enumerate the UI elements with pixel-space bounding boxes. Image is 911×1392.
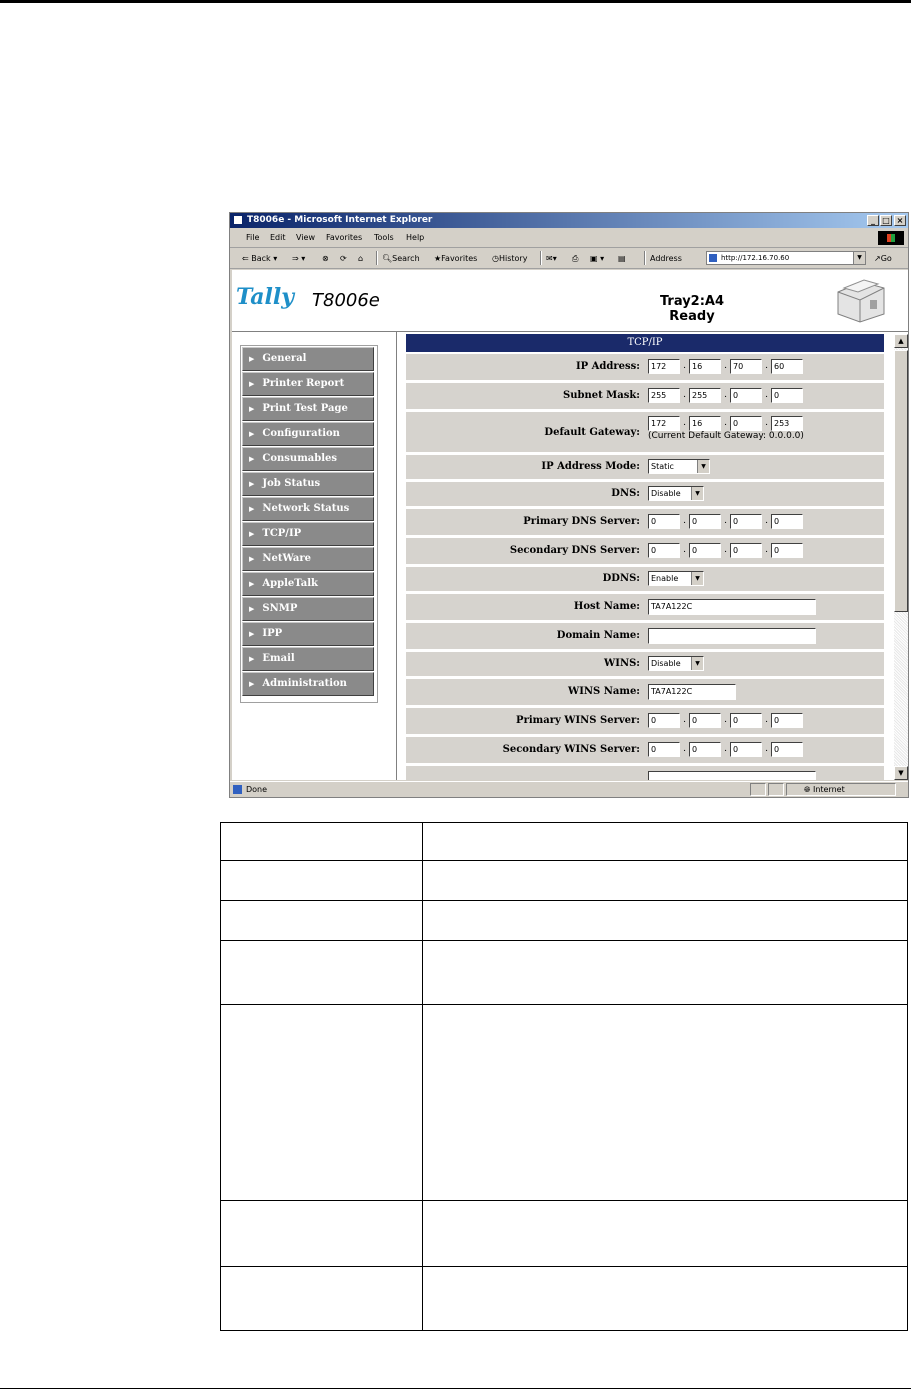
favorites-button[interactable]: ★Favorites — [434, 254, 478, 263]
ip-address-octet-4[interactable]: 60 — [771, 359, 803, 374]
arrow-right-icon: ▶ — [249, 554, 255, 563]
domain-name-input[interactable] — [648, 628, 816, 644]
tray-status: Tray2:A4 — [659, 294, 725, 309]
secondary-dns-octet-3[interactable]: 0 — [730, 543, 762, 558]
table-row — [221, 901, 908, 941]
navigation-menu — [240, 345, 378, 703]
toolbar-separator — [540, 251, 542, 265]
table-row — [221, 1005, 908, 1201]
secondary-dns-label: Secondary DNS Server: — [509, 545, 640, 556]
ip-mode-label: IP Address Mode: — [541, 461, 640, 472]
refresh-icon[interactable]: ⟳ — [340, 254, 347, 263]
primary-wins-row: Primary WINS Server: 0 . 0 . 0 . 0 — [406, 708, 884, 735]
scroll-down-icon[interactable]: ▼ — [894, 766, 908, 780]
subnet-mask-octet-1[interactable]: 255 — [648, 388, 680, 403]
chevron-down-icon: ▼ — [691, 657, 703, 670]
nav-netware[interactable]: ▶ NetWare — [242, 547, 374, 571]
dns-row — [406, 482, 884, 507]
arrow-right-icon: ▶ — [249, 429, 255, 438]
subnet-mask-octet-2[interactable]: 255 — [689, 388, 721, 403]
gateway-octet-1[interactable]: 172 — [648, 416, 680, 431]
secondary-dns-octet-4[interactable]: 0 — [771, 543, 803, 558]
tcpip-form — [406, 334, 884, 780]
page-icon — [233, 785, 242, 794]
close-button[interactable]: × — [894, 215, 906, 226]
menu-favorites[interactable]: Favorites — [326, 233, 363, 242]
table-cell — [423, 861, 908, 901]
form-title: TCP/IP — [406, 334, 884, 352]
home-icon[interactable]: ⌂ — [358, 254, 364, 263]
wins-name-row — [406, 679, 884, 706]
windows-logo-icon — [878, 231, 904, 245]
table-cell — [423, 1005, 908, 1201]
status-panel — [750, 783, 766, 796]
page-content — [232, 270, 908, 780]
nav-appletalk[interactable]: ▶ AppleTalk — [242, 572, 374, 596]
nav-tcpip[interactable]: ▶ TCP/IP — [242, 522, 374, 546]
menu-help[interactable]: Help — [406, 233, 425, 242]
menu-view[interactable]: View — [296, 233, 315, 242]
domain-name-label: Domain Name: — [556, 630, 640, 641]
table-cell — [423, 1201, 908, 1267]
scroll-up-icon[interactable]: ▲ — [894, 334, 908, 348]
table-cell — [423, 901, 908, 941]
ddns-select[interactable]: Enable ▼ — [648, 571, 704, 586]
host-name-row — [406, 594, 884, 621]
arrow-right-icon: ▶ — [249, 404, 255, 413]
secondary-dns-row: Secondary DNS Server: 0 . 0 . 0 . 0 — [406, 538, 884, 565]
browser-window — [229, 212, 909, 798]
table-cell — [221, 823, 423, 861]
search-button[interactable]: 🔍︎Search — [382, 254, 420, 263]
partial-input[interactable] — [648, 771, 816, 780]
primary-dns-row: Primary DNS Server: 0 . 0 . 0 . 0 — [406, 509, 884, 536]
arrow-right-icon: ▶ — [249, 529, 255, 538]
menu-edit[interactable]: Edit — [270, 233, 286, 242]
top-rule — [0, 0, 911, 3]
default-gateway-label: Default Gateway: — [544, 427, 640, 438]
nav-administration[interactable]: ▶ Administration — [242, 672, 374, 696]
arrow-right-icon: ▶ — [249, 454, 255, 463]
nav-configuration[interactable]: ▶ Configuration — [242, 422, 374, 446]
toolbar-separator — [644, 251, 646, 265]
nav-network-status[interactable]: ▶ Network Status — [242, 497, 374, 521]
domain-name-row — [406, 623, 884, 650]
nav-consumables[interactable]: ▶ Consumables — [242, 447, 374, 471]
nav-ipp[interactable]: ▶ IPP — [242, 622, 374, 646]
back-button[interactable]: ⇐ Back ▾ — [242, 254, 278, 263]
arrow-right-icon: ▶ — [249, 654, 255, 663]
secondary-wins-octet-2[interactable]: 0 — [689, 742, 721, 757]
printer-model: T8006e — [312, 290, 380, 311]
arrow-right-icon: ▶ — [249, 479, 255, 488]
vertical-scrollbar[interactable] — [894, 334, 908, 780]
internet-zone: 🌐︎ Internet — [804, 785, 845, 794]
host-name-label: Host Name: — [573, 601, 640, 612]
primary-wins-octet-1[interactable]: 0 — [648, 713, 680, 728]
chevron-down-icon: ▼ — [691, 487, 703, 500]
dns-label: DNS: — [611, 488, 640, 499]
gateway-octet-4[interactable]: 253 — [771, 416, 803, 431]
secondary-wins-octet-3[interactable]: 0 — [730, 742, 762, 757]
primary-dns-octet-2[interactable]: 0 — [689, 514, 721, 529]
ddns-row — [406, 567, 884, 592]
wins-select[interactable]: Disable ▼ — [648, 656, 704, 671]
table-row — [221, 941, 908, 1005]
ip-address-octet-2[interactable]: 16 — [689, 359, 721, 374]
secondary-wins-row: Secondary WINS Server: 0 . 0 . 0 . 0 — [406, 737, 884, 764]
status-panel — [768, 783, 784, 796]
primary-dns-octet-3[interactable]: 0 — [730, 514, 762, 529]
printer-image — [832, 276, 888, 324]
ip-address-row: IP Address: 172 . 16 . 70 . 60 — [406, 354, 884, 381]
toolbar — [230, 248, 908, 269]
menu-tools[interactable]: Tools — [374, 233, 394, 242]
table-cell — [221, 861, 423, 901]
primary-dns-octet-4[interactable]: 0 — [771, 514, 803, 529]
arrow-right-icon: ▶ — [249, 579, 255, 588]
arrow-right-icon: ▶ — [249, 504, 255, 513]
nav-print-test-page[interactable]: ▶ Print Test Page — [242, 397, 374, 421]
zone-text: Internet — [812, 785, 845, 794]
secondary-dns-octet-2[interactable]: 0 — [689, 543, 721, 558]
description-table — [220, 822, 908, 1331]
window-title: T8006e - Microsoft Internet Explorer — [247, 215, 433, 225]
address-bar[interactable] — [706, 251, 866, 265]
wins-name-input[interactable]: TA7A122C — [648, 684, 736, 700]
ip-mode-row — [406, 455, 884, 480]
subnet-mask-octet-4[interactable]: 0 — [771, 388, 803, 403]
table-row — [221, 861, 908, 901]
table-cell — [221, 941, 423, 1005]
table-cell — [221, 1005, 423, 1201]
toolbar-separator — [376, 251, 378, 265]
nav-printer-report[interactable]: ▶ Printer Report — [242, 372, 374, 396]
ip-address-label: IP Address: — [575, 361, 640, 372]
subnet-mask-label: Subnet Mask: — [562, 390, 640, 401]
arrow-right-icon: ▶ — [249, 354, 255, 363]
back-label: Back — [251, 254, 271, 263]
maximize-button[interactable]: □ — [880, 215, 892, 226]
sidebar-divider — [396, 332, 397, 780]
table-cell — [221, 901, 423, 941]
current-gateway-note: (Current Default Gateway: 0.0.0.0) — [648, 431, 804, 441]
table-cell — [423, 1267, 908, 1331]
chevron-down-icon[interactable]: ▼ — [853, 252, 865, 264]
partial-row — [406, 766, 884, 780]
arrow-right-icon: ▶ — [249, 379, 255, 388]
host-name-input[interactable]: TA7A122C — [648, 599, 816, 615]
table-row — [221, 1267, 908, 1331]
table-cell — [221, 1201, 423, 1267]
menu-file[interactable]: File — [246, 233, 260, 242]
history-label: History — [498, 254, 528, 263]
primary-wins-label: Primary WINS Server: — [516, 715, 640, 726]
scroll-thumb[interactable] — [894, 350, 908, 612]
ie-icon — [233, 215, 243, 225]
history-button[interactable]: ◷History — [492, 254, 528, 263]
mail-icon[interactable]: ✉▾ — [546, 254, 557, 263]
ip-mode-select[interactable]: Static ▼ — [648, 459, 710, 474]
search-label: Search — [392, 254, 420, 263]
table-row — [221, 823, 908, 861]
secondary-dns-octet-1[interactable]: 0 — [648, 543, 680, 558]
address-label: Address — [650, 254, 682, 263]
arrow-right-icon: ▶ — [249, 679, 255, 688]
bottom-rule — [0, 1388, 911, 1389]
table-cell — [423, 941, 908, 1005]
gateway-octet-3[interactable]: 0 — [730, 416, 762, 431]
minimize-button[interactable]: _ — [867, 215, 879, 226]
nav-job-status[interactable]: ▶ Job Status — [242, 472, 374, 496]
tally-logo: Tally — [236, 284, 295, 310]
arrow-right-icon: ▶ — [249, 604, 255, 613]
ready-status: Ready — [669, 309, 715, 324]
nav-general[interactable]: ▶ General — [242, 347, 374, 371]
primary-wins-octet-2[interactable]: 0 — [689, 713, 721, 728]
ip-address-octet-3[interactable]: 70 — [730, 359, 762, 374]
secondary-wins-octet-1[interactable]: 0 — [648, 742, 680, 757]
table-row — [221, 1201, 908, 1267]
wins-name-label: WINS Name: — [567, 686, 640, 697]
nav-email[interactable]: ▶ Email — [242, 647, 374, 671]
discuss-icon[interactable]: ▤ — [618, 254, 626, 263]
wins-row — [406, 652, 884, 677]
dns-select[interactable]: Disable ▼ — [648, 486, 704, 501]
window-titlebar — [230, 213, 908, 228]
ip-address-octet-1[interactable]: 172 — [648, 359, 680, 374]
chevron-down-icon: ▼ — [691, 572, 703, 585]
primary-wins-octet-4[interactable]: 0 — [771, 713, 803, 728]
menu-bar — [230, 229, 908, 248]
gateway-octet-2[interactable]: 16 — [689, 416, 721, 431]
chevron-down-icon: ▼ — [697, 460, 709, 473]
subnet-mask-octet-3[interactable]: 0 — [730, 388, 762, 403]
primary-wins-octet-3[interactable]: 0 — [730, 713, 762, 728]
arrow-right-icon: ▶ — [249, 629, 255, 638]
go-button[interactable]: ↗Go — [874, 254, 892, 263]
default-gateway-row: Default Gateway: 172 . 16 . 0 . 253 (Current Default Gateway: 0.0.0.0) — [406, 412, 884, 453]
primary-dns-octet-1[interactable]: 0 — [648, 514, 680, 529]
primary-dns-label: Primary DNS Server: — [523, 516, 640, 527]
table-cell — [423, 823, 908, 861]
ddns-label: DDNS: — [602, 573, 640, 584]
forward-button[interactable]: ⇒ ▾ — [292, 254, 306, 263]
print-icon[interactable]: ⎙ — [572, 254, 579, 263]
printer-status — [622, 294, 762, 324]
header-divider — [232, 331, 908, 332]
status-bar — [230, 781, 908, 798]
subnet-mask-row: Subnet Mask: 255 . 255 . 0 . 0 — [406, 383, 884, 410]
stop-icon[interactable]: ⊗ — [322, 254, 329, 263]
go-label: Go — [880, 254, 892, 263]
status-text: Done — [246, 785, 268, 794]
wins-label: WINS: — [604, 658, 640, 669]
secondary-wins-label: Secondary WINS Server: — [502, 744, 640, 755]
table-cell — [221, 1267, 423, 1331]
edit-icon[interactable]: ▣ ▾ — [590, 254, 605, 263]
nav-snmp[interactable]: ▶ SNMP — [242, 597, 374, 621]
favorites-label: Favorites — [441, 254, 478, 263]
secondary-wins-octet-4[interactable]: 0 — [771, 742, 803, 757]
address-text: http://172.16.70.60 — [721, 254, 790, 262]
